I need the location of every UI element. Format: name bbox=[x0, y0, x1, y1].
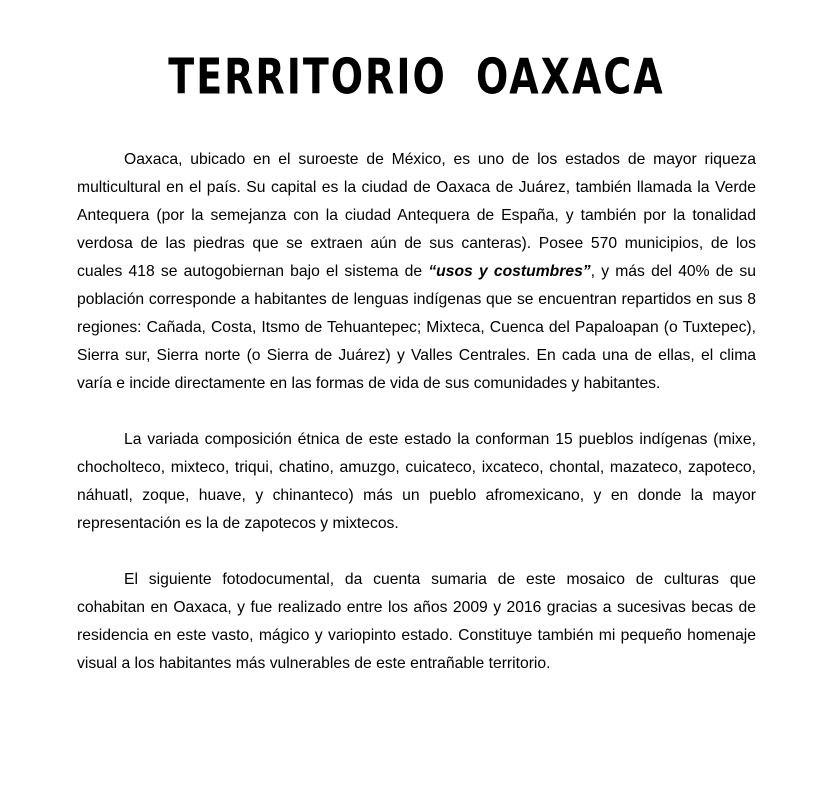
paragraph bbox=[77, 426, 756, 538]
text-segment: Oaxaca, ubicado en el suroeste de México, es uno de los estados de mayor riqueza multicultural en el país. Su capital es la ciudad de Oaxaca de Juárez, también llamada la Verde Antequera (por la semejanza con la ciudad Antequera de España, y también por la tonalidad verdosa de las piedras que se extraen aún de sus canteras). Posee 570 municipios, de los cuales 418 se autogobiernan bajo el sistema de bbox=[77, 151, 756, 280]
title-container bbox=[0, 46, 833, 108]
text-segment: , y más del 40% de su población corresponde a habitantes de lenguas indígenas que se encuentran repartidos en sus 8 regiones: Cañada, Costa, Itsmo de Tehuantepec; Mixteca, Cuenca del Papaloapan (o Tuxtepec), Sierra sur, Sierra norte (o Sierra de Juárez) y Valles Centrales. En cada una de ellas, el clima varía e incide directamente en las formas de vida de sus comunidades y habitantes. bbox=[77, 263, 756, 392]
paragraph bbox=[77, 146, 756, 398]
page-title: TERRITORIO OAXACA bbox=[168, 48, 665, 106]
text-segment: La variada composición étnica de este estado la conforman 15 pueblos indígenas (mixe, chocholteco, mixteco, triqui, chatino, amuzgo, cuicateco, ixcateco, chontal, mazateco, zapoteco, náhuatl, zoque, huave, y chinanteco) más un pueblo afromexicano, y en donde la mayor representación es la de zapotecos y mixtecos. bbox=[77, 431, 756, 532]
text-segment: “usos y costumbres” bbox=[428, 263, 591, 280]
paragraph bbox=[77, 566, 756, 678]
text-segment: El siguiente fotodocumental, da cuenta sumaria de este mosaico de culturas que cohabitan en Oaxaca, y fue realizado entre los años 2009 y 2016 gracias a sucesivas becas de residencia en este vasto, mágico y variopinto estado. Constituye también mi pequeño homenaje visual a los habitantes más vulnerables de este entrañable territorio. bbox=[77, 571, 756, 672]
document-body bbox=[77, 146, 756, 706]
